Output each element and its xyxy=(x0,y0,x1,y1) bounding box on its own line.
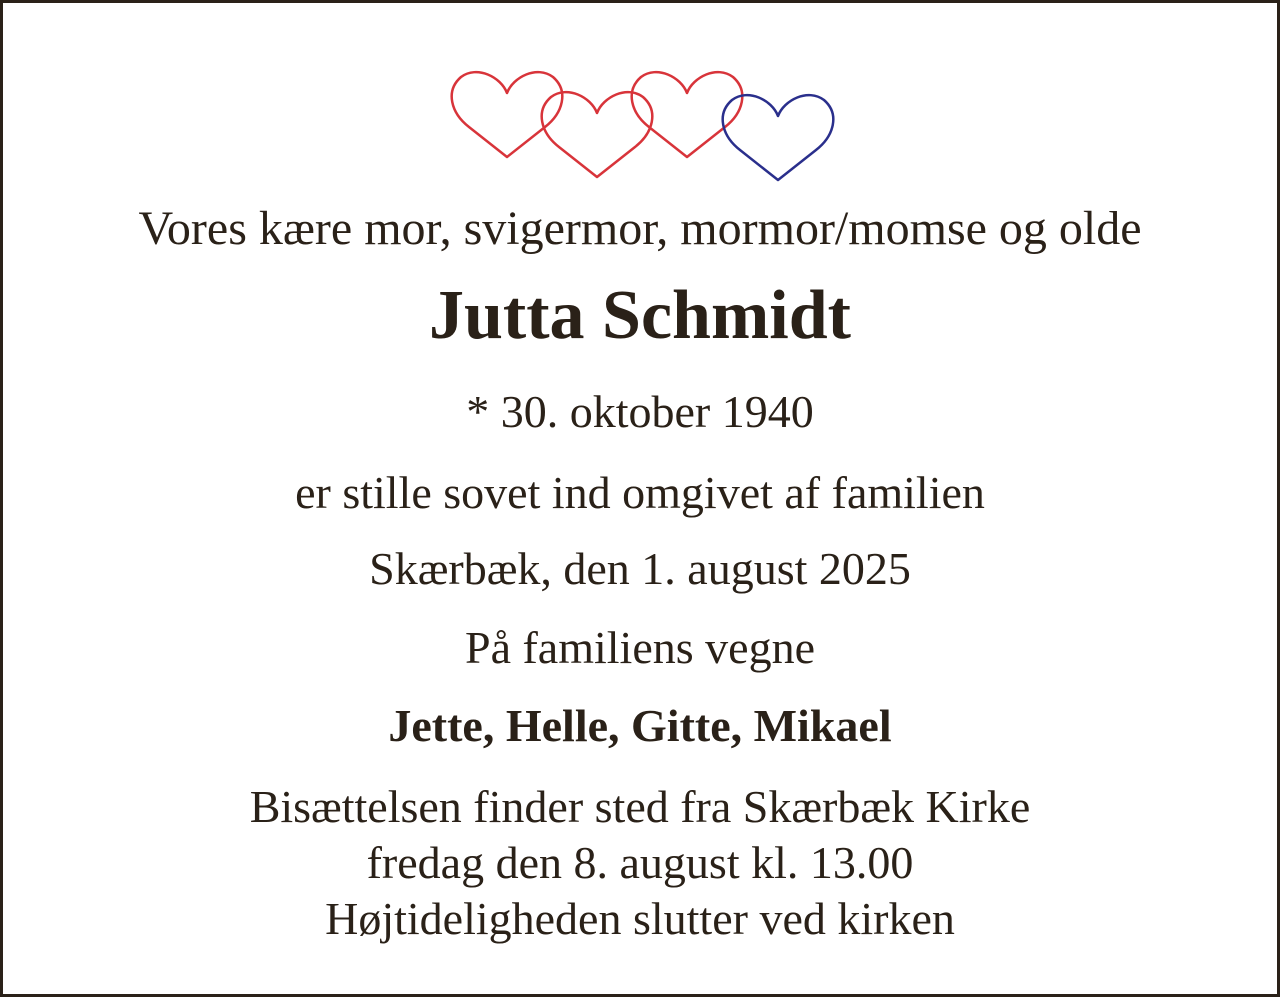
heart-red-icon xyxy=(452,72,563,157)
family-names: Jette, Helle, Gitte, Mikael xyxy=(388,700,892,751)
heart-red-icon xyxy=(632,72,743,157)
birth-date: * 30. oktober 1940 xyxy=(466,386,814,437)
funeral-details xyxy=(3,779,1277,947)
place-and-date: Skærbæk, den 1. august 2025 xyxy=(369,543,911,594)
funeral-line: Højtideligheden slutter ved kirken xyxy=(325,893,955,944)
funeral-line: Bisættelsen finder sted fra Skærbæk Kirke xyxy=(249,781,1031,832)
deceased-name: Jutta Schmidt xyxy=(429,277,851,354)
heart-red-icon xyxy=(542,92,653,177)
on-behalf-text: På familiens vegne xyxy=(464,622,815,673)
funeral-line: fredag den 8. august kl. 13.00 xyxy=(366,837,914,888)
passing-text: er stille sovet ind omgivet af familien xyxy=(295,467,985,518)
hearts-decoration xyxy=(443,63,843,183)
intro-text: Vores kære mor, svigermor, mormor/momse og olde xyxy=(138,202,1142,255)
